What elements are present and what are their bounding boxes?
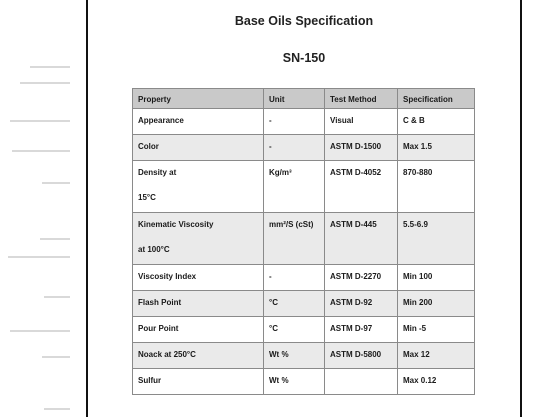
method-cell: ASTM D-2270: [325, 265, 398, 291]
unit-cell: -: [264, 265, 325, 291]
property-cell: Viscosity Index: [133, 265, 264, 291]
spec-cell: Min 100: [398, 265, 475, 291]
spec-cell: Max 0.12: [398, 369, 475, 395]
faded-text-line: [20, 82, 70, 84]
faded-text-line: [42, 356, 70, 358]
spec-cell: Max 1.5: [398, 135, 475, 161]
faded-text-line: [10, 120, 70, 122]
unit-cell: °C: [264, 291, 325, 317]
table-header-row: [133, 89, 475, 109]
property-cell: Appearance: [133, 109, 264, 135]
method-cell: ASTM D-5800: [325, 343, 398, 369]
table-row: [133, 161, 475, 213]
property-cell: [133, 161, 264, 213]
spec-cell: 870-880: [398, 161, 475, 213]
property-label-line2: at 100°C: [138, 245, 170, 254]
property-cell: Flash Point: [133, 291, 264, 317]
faded-text-line: [44, 408, 70, 410]
header-specification: Specification: [398, 89, 475, 109]
property-cell: Pour Point: [133, 317, 264, 343]
method-cell: ASTM D-92: [325, 291, 398, 317]
faded-text-line: [12, 150, 70, 152]
faded-text-line: [44, 296, 70, 298]
table-row: [133, 343, 475, 369]
faded-text-line: [30, 66, 70, 68]
spec-cell: Max 12: [398, 343, 475, 369]
property-cell: Noack at 250°C: [133, 343, 264, 369]
method-cell: Visual: [325, 109, 398, 135]
faded-text-line: [40, 238, 70, 240]
method-cell: ASTM D-97: [325, 317, 398, 343]
unit-cell: -: [264, 135, 325, 161]
property-cell: Sulfur: [133, 369, 264, 395]
specification-table: [132, 88, 475, 395]
document-title: Base Oils Specification: [234, 14, 374, 28]
table-row: [133, 109, 475, 135]
spec-cell: Min 200: [398, 291, 475, 317]
page-right-border: [520, 0, 522, 417]
unit-cell: mm²/S (cSt): [264, 213, 325, 265]
unit-cell: -: [264, 109, 325, 135]
table-row: [133, 213, 475, 265]
property-label: Kinematic Viscosity: [138, 220, 214, 229]
unit-cell: °C: [264, 317, 325, 343]
faded-text-line: [8, 256, 70, 258]
method-cell: ASTM D-1500: [325, 135, 398, 161]
table-row: [133, 291, 475, 317]
spec-cell: 5.5-6.9: [398, 213, 475, 265]
property-label: Density at: [138, 168, 177, 177]
property-label-line2: 15°C: [138, 193, 156, 202]
property-cell: [133, 213, 264, 265]
method-cell: [325, 369, 398, 395]
faded-text-line: [10, 330, 70, 332]
left-margin-pane: [0, 0, 86, 417]
table-row: [133, 135, 475, 161]
table-row: [133, 317, 475, 343]
document-subtitle: SN-150: [282, 51, 326, 65]
table-row: [133, 369, 475, 395]
faded-text-line: [42, 182, 70, 184]
header-property: Property: [133, 89, 264, 109]
property-cell: Color: [133, 135, 264, 161]
header-test-method: Test Method: [325, 89, 398, 109]
unit-cell: Wt %: [264, 343, 325, 369]
method-cell: ASTM D-4052: [325, 161, 398, 213]
method-cell: ASTM D-445: [325, 213, 398, 265]
unit-cell: Wt %: [264, 369, 325, 395]
header-unit: Unit: [264, 89, 325, 109]
spec-cell: C & B: [398, 109, 475, 135]
table-row: [133, 265, 475, 291]
unit-cell: Kg/m³: [264, 161, 325, 213]
spec-cell: Min -5: [398, 317, 475, 343]
